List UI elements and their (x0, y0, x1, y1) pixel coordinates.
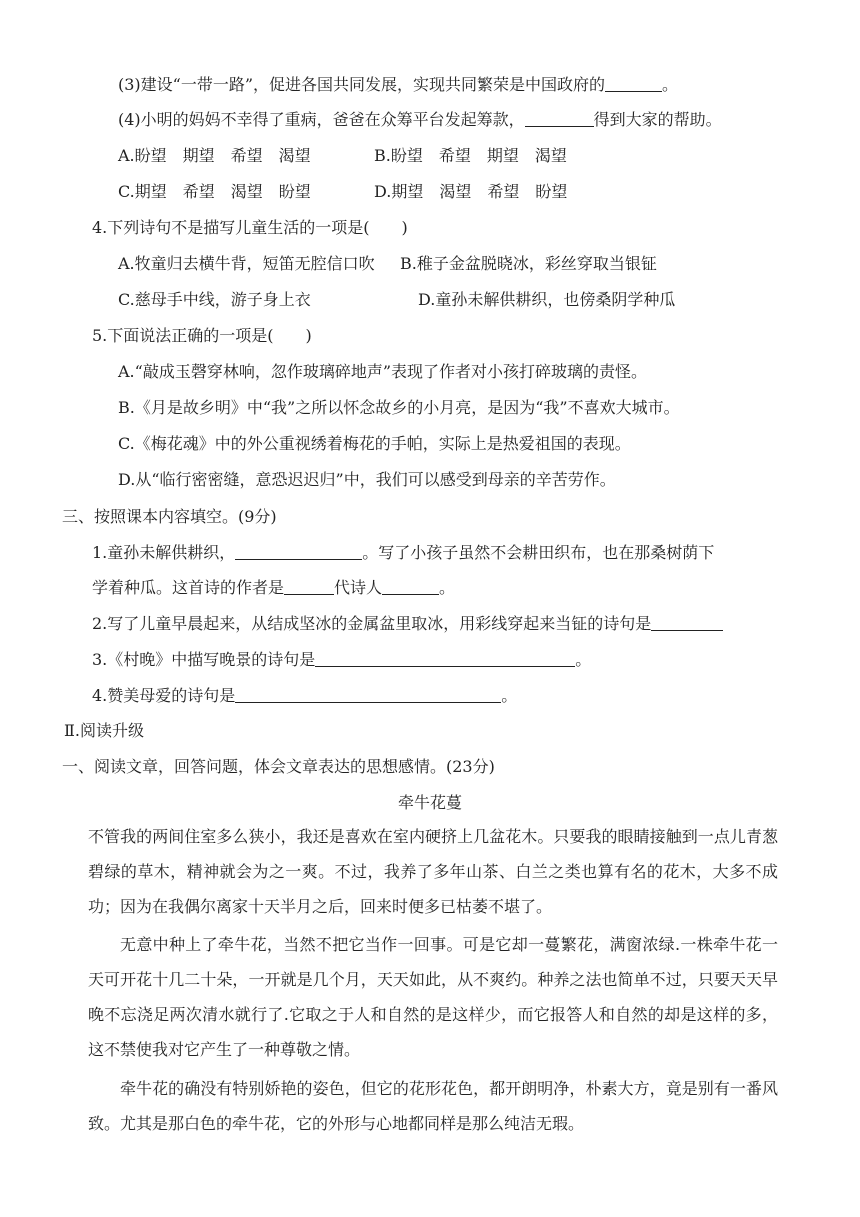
fill-1-line-1 (92, 543, 714, 562)
fill-4-end: 。 (501, 686, 518, 705)
answer-blank-dynasty[interactable] (284, 580, 334, 595)
q4-option-a[interactable]: A.牧童归去横牛背，短笛无腔信口吹 (118, 254, 375, 273)
q5-option-b[interactable]: B.《月是故乡明》中“我”之所以怀念故乡的小月亮，是因为“我”不喜欢大城市。 (118, 398, 680, 417)
q3-option-d[interactable]: D.期望 渴望 希望 盼望 (374, 182, 568, 201)
q3-option-b[interactable]: B.盼望 希望 期望 渴望 (374, 146, 567, 165)
fill-4-text: 4.赞美母爱的诗句是 (92, 686, 236, 705)
fill-1-text-cont: 。写了小孩子虽然不会耕田织布，也在那桑树荫下 (362, 543, 715, 562)
q3-item3 (118, 75, 678, 94)
answer-blank-poet[interactable] (382, 580, 439, 595)
fill-1-text: 1.童孙未解供耕织， (92, 543, 236, 562)
answer-blank[interactable] (315, 652, 575, 667)
q4-stem: 4.下列诗句不是描写儿童生活的一项是( ) (92, 218, 408, 237)
fill-1-text-3: 代诗人 (334, 578, 383, 597)
fill-3 (92, 650, 591, 669)
article-title: 牵牛花蔓 (397, 793, 462, 812)
q3-item3-end: 。 (662, 75, 679, 94)
fill-1-text-2: 学着种瓜。这首诗的作者是 (92, 578, 285, 597)
fill-2 (92, 614, 723, 633)
fill-1-end: 。 (439, 578, 456, 597)
answer-blank[interactable] (235, 688, 501, 703)
fill-1-line-2 (92, 578, 455, 597)
q4-option-b[interactable]: B.稚子金盆脱晓冰，彩丝穿取当银钲 (400, 254, 657, 273)
q3-item4 (118, 110, 722, 129)
part2-heading: Ⅱ.阅读升级 (64, 721, 144, 740)
fill-3-end: 。 (575, 650, 592, 669)
reading-section-heading: 一、阅读文章，回答问题，体会文章表达的思想感情。(23分) (62, 757, 495, 776)
section3-heading: 三、按照课本内容填空。(9分) (62, 507, 277, 526)
fill-2-text: 2.写了儿童早晨起来，从结成坚冰的金属盆里取冰，用彩线穿起来当钲的诗句是 (92, 614, 652, 633)
q5-stem: 5.下面说法正确的一项是( ) (92, 326, 312, 345)
answer-blank[interactable] (525, 112, 594, 127)
q4-option-c[interactable]: C.慈母手中线，游子身上衣 (118, 290, 311, 309)
answer-blank[interactable] (651, 616, 723, 631)
article-paragraph-1: 不管我的两间住室多么狭小，我还是喜欢在室内硬挤上几盆花木。只要我的眼睛接触到一点儿青葱碧绿的草木，精神就会为之一爽。不过，我养了多年山茶、白兰之类也算有名的花木，大多不成功；因为在我偶尔离家十天半月之后，回来时便多已枯萎不堪了。 (88, 827, 778, 916)
q5-option-d[interactable]: D.从“临行密密缝，意恐迟迟归”中，我们可以感受到母亲的辛苦劳作。 (118, 470, 616, 489)
q3-item3-text: (3)建设“一带一路”，促进各国共同发展，实现共同繁荣是中国政府的 (118, 75, 606, 94)
q3-option-a[interactable]: A.盼望 期望 希望 渴望 (118, 146, 311, 165)
q3-option-c[interactable]: C.期望 希望 渴望 盼望 (118, 182, 311, 201)
answer-blank[interactable] (605, 77, 662, 92)
q5-option-a[interactable]: A.“敲成玉磬穿林响，忽作玻璃碎地声”表现了作者对小孩打碎玻璃的责怪。 (118, 362, 648, 381)
q5-option-c[interactable]: C.《梅花魂》中的外公重视绣着梅花的手帕，实际上是热爱祖国的表现。 (118, 434, 631, 453)
fill-4 (92, 686, 517, 705)
answer-blank[interactable] (235, 545, 362, 560)
article-paragraph-3: 牵牛花的确没有特别娇艳的姿色，但它的花形花色，都开朗明净，朴素大方，竟是别有一番风致。尤其是那白色的牵牛花，它的外形与心地都同样是那么纯洁无瑕。 (88, 1079, 778, 1133)
article-paragraph-2: 无意中种上了牵牛花，当然不把它当作一回事。可是它却一蔓繁花，满窗浓绿.一株牵牛花一天可开花十几二十朵，一开就是几个月，天天如此，从不爽约。种养之法也简单不过，只要天天早晚不忘浇足两次清水就行了.它取之于人和自然的是这样少，而它报答人和自然的却是这样的多，这不禁使我对它产生了一种尊敬之情。 (88, 935, 778, 1059)
fill-3-text: 3.《村晚》中描写晚景的诗句是 (92, 650, 316, 669)
q4-option-d[interactable]: D.童孙未解供耕织，也傍桑阴学种瓜 (418, 290, 676, 309)
q3-item4-text: (4)小明的妈妈不幸得了重病，爸爸在众筹平台发起筹款， (118, 110, 525, 129)
q3-item4-end: 得到大家的帮助。 (593, 110, 722, 129)
